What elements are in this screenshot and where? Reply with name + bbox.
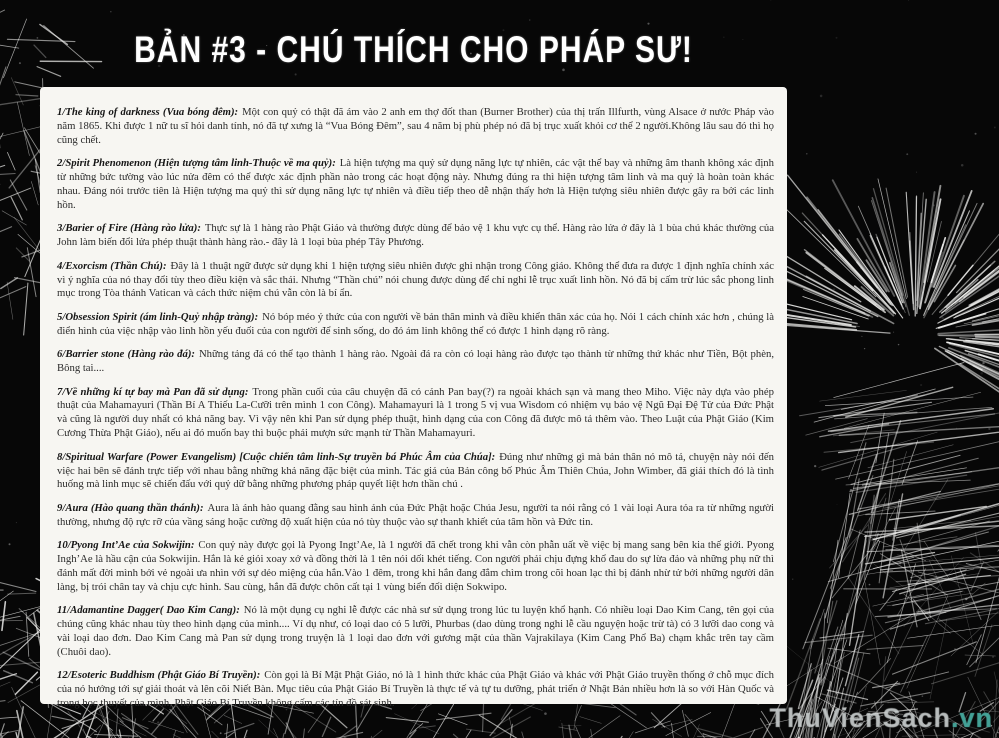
note-body: Aura là ánh hào quang đằng sau hình ảnh của Đức Phật hoặc Chúa Jesu, người ta nói rằng có 1 vài loại Aura tỏa ra từ những người thường, nhưng độ rực rỡ của vầng sáng hoặc cường độ xuất hiện của nó tùy thuộc vào sự thanh khiết của tâm hồn và Đức tin.: [57, 501, 774, 528]
watermark-tld: .vn: [950, 703, 993, 733]
note-body: Là hiện tượng ma quỷ sử dụng năng lực tự nhiên, các vật thể bay và những âm thanh không xác định từ những bức tường vào lúc nửa đêm có thể được xác định phần nào trong các hoạt động này. Nhưng đúng ra thì hiện tượng tâm linh và ma quỷ là hoàn toàn khác nhau. Đáng nói trước tiên là Hiện tượng ma quỷ thì sử dụng năng lực tự nhiên và điều tiếp theo dễ nhận thấy hơn là Hiện tượng siêu nhiên được gây ra bởi các linh hồn.: [57, 157, 774, 211]
note-heading: 3/Barier of Fire (Hàng rào lửa):: [57, 222, 201, 235]
note-item: [57, 348, 774, 376]
note-item: [57, 157, 774, 213]
note-heading: 9/Aura (Hào quang thần thánh):: [57, 501, 204, 514]
notes-panel: [40, 87, 787, 710]
watermark: [769, 703, 993, 734]
note-item: [57, 386, 774, 442]
note-item: [57, 604, 774, 660]
page-title: BẢN #3 - CHÚ THÍCH CHO PHÁP SƯ!: [134, 30, 693, 71]
note-body: Nó bóp méo ý thức của con người về bản thân mình và điều khiển thân xác của họ. Nói 1 cách chính xác hơn , chúng là điển hình của việc nhập vào linh hồn yếu đuối của con người để sinh sống, do đó ám linh không thể có được 1 hình dạng rõ ràng.: [57, 310, 774, 337]
note-body: Trong phần cuối của câu chuyện đã có cảnh Pan bay(?) ra ngoài khách sạn và mang theo Miho. Việc này dựa vào phép thuật của Mahamayuri (Thần Bí A Thiếu La-Cưỡi trên mình 1 con Công). Mahamayuri là 1 trong 5 vị vua Wisdom có nhiệm vụ bảo vệ Ngũ Đại Đệ Tử của Đức Phật và cũng là người duy nhất có khả năng bay. Vì vậy nên khi Pan sử dụng phép thuật, hình dạng của con Công đã được mô tả thêm vào. Theo Luật của Phật Giáo (Kim Cương Thừa Phật Giáo), nếu ai đó muốn bay thì buộc phải mượn sức mạnh từ Thần Mahamayuri.: [57, 385, 774, 440]
note-heading: 1/The king of darkness (Vua bóng đêm):: [57, 106, 239, 118]
note-body: Một con quỷ có thật đã ám vào 2 anh em thợ đốt than (Burner Brother) của thị trấn Illfurth, vùng Alsace ở nước Pháp vào năm 1865. Khi được 1 nữ tu sĩ hỏi danh tính, nó đã tự xưng là “Vua Bóng Đêm”, sau 4 năm bị phù phép nó đã bị trục xuất khỏi cơ thể 2 người.Không lâu sau đó thì họ cũng chết.: [57, 106, 774, 146]
note-body: Còn gọi là Bí Mật Phật Giáo, nó là 1 hình thức khác của Phật Giáo và khác với Phật Giáo truyền thống ở chỗ mục đích của nó hướng tới sự giải thoát và lên cõi Niết Bàn. Mục tiêu của Phật Giáo Bí Truyền là thực tế và tự tu dưỡng, phát triển ở Nhật Bản nhiều hơn là so với Hàn Quốc và trong học thuyết của mình, Phật Giáo Bí Truyền không cấm các tín đồ sát sinh.: [57, 669, 775, 710]
note-item: [57, 539, 774, 595]
note-body: Đây là 1 thuật ngữ được sử dụng khi 1 hiện tượng siêu nhiên được ghi nhận trong Công giáo. Không thể đưa ra được 1 định nghĩa chính xác vì ý nghĩa của nó thay đổi tùy theo điều kiện và sắc thái. Nhưng “Thần chú” nói chung được dùng để chỉ nghi lễ trục xuất linh hồn. Nó đã bị cấm trừ lúc sắc phong linh mục trong Tòa thánh Vatican và cách thức niệm chú vẫn còn là bí ẩn.: [57, 259, 774, 300]
watermark-site: ThuVienSach: [769, 703, 951, 733]
note-heading: 6/Barrier stone (Hàng rào đá):: [57, 348, 195, 361]
note-heading: 2/Spirit Phenomenon (Hiện tượng tâm linh-Thuộc về ma quỷ):: [57, 157, 336, 170]
note-item: [57, 451, 774, 493]
note-heading: 8/Spiritual Warfare (Power Evangelism) [Cuộc chiến tâm linh-Sự truyền bá Phúc Âm của Chúa]:: [57, 450, 496, 463]
note-item: [57, 260, 774, 302]
note-body: Thực sự là 1 hàng rào Phật Giáo và thường được dùng để bảo vệ 1 khu vực cụ thể. Hàng rào lửa ở đây là 1 bùa chú khác thường của John làm biến đổi lửa phép thuật thành hàng rào.- đây là 1 loại bùa phép Tây Phương.: [57, 222, 775, 249]
note-body: Đúng như những gì mà bản thân nó mô tả, chuyện này nói đến việc hai bên sẽ đánh trực tiếp với nhau bằng những khả năng đặc biệt của mình. Tác giả của Bản công bố Phúc Âm Thiên Chúa, John Wimber, đã giải thích đó là tình huống mà linh mục sẽ chiến đấu với quỷ dữ bằng những phương pháp quyết liệt hơn thần chú .: [57, 450, 774, 491]
note-item: [57, 669, 774, 711]
note-body: Con quỷ này được gọi là Pyong Ingt’Ae, là 1 người đã chết trong khi vẫn còn phẫn uất về việc bị mang sang bên kia thế giới. Pyong Ingh’Ae là hầu cận của Sokwijin. Hắn là kẻ giỏi xoay xở và đồng thời là 1 tên nói dối khét tiếng. Con người phải chịu đựng khổ đau do sự lừa đảo và những phụ nữ thì đánh mất đời mình bởi vẻ ngoài ưa nhìn với sự dẻo miệng của hắn.Vào 1 đêm, trong khi hắn đang đắm chìm trong cõi hoan lạc thì bị đánh nhừ tử bởi những người dân làng, bị trói chân tay và chịu cực hình. Sau cùng, hắn đã được chôn cất tại 1 vùng biển đối diện Sokwipo.: [57, 539, 774, 593]
note-heading: 10/Pyong Int’Ae của Sokwijin:: [57, 539, 195, 552]
note-heading: 11/Adamantine Dagger( Dao Kim Cang):: [57, 604, 240, 617]
note-heading: 5/Obsession Spirit (ám linh-Quỷ nhập tràng):: [57, 310, 259, 323]
title-band: [40, 30, 787, 71]
note-body: Nó là một dụng cụ nghi lễ được các nhà sư sử dụng trong lúc tu luyện khổ hạnh. Có nhiều loại Dao Kim Cang, tên gọi của chúng cũng khác nhau tùy theo hình dạng của mình.... Ví dụ như, có loại dao có 5 lưỡi, Phurbas (dao dùng trong nghi lễ cầu nguyện hoặc trừ tà) có 3 lưỡi dao cong và vài loại dao đơn. Dao Kim Cang mà Pan sử dụng trong truyện là 1 loại dao đơn với gương mặt của thần Vajrakilaya (Kim Cang Phổ Ba) chạm khắc trên tay cầm (Chuôi dao).: [57, 604, 775, 658]
note-item: [57, 502, 774, 530]
note-heading: 7/Về những kí tự bay mà Pan đã sử dụng:: [57, 385, 249, 398]
note-item: [57, 311, 774, 339]
note-body: Những tảng đá có thể tạo thành 1 hàng rào. Ngoài đá ra còn có loại hàng rào được tạo thành từ những thứ khác như Tiền, Bột phèn, Bông tai....: [57, 348, 775, 375]
note-item: [57, 222, 774, 250]
note-item: [57, 106, 774, 148]
note-heading: 12/Esoteric Buddhism (Phật Giáo Bí Truyền):: [57, 669, 261, 682]
note-heading: 4/Exorcism (Thần Chú):: [57, 259, 167, 272]
